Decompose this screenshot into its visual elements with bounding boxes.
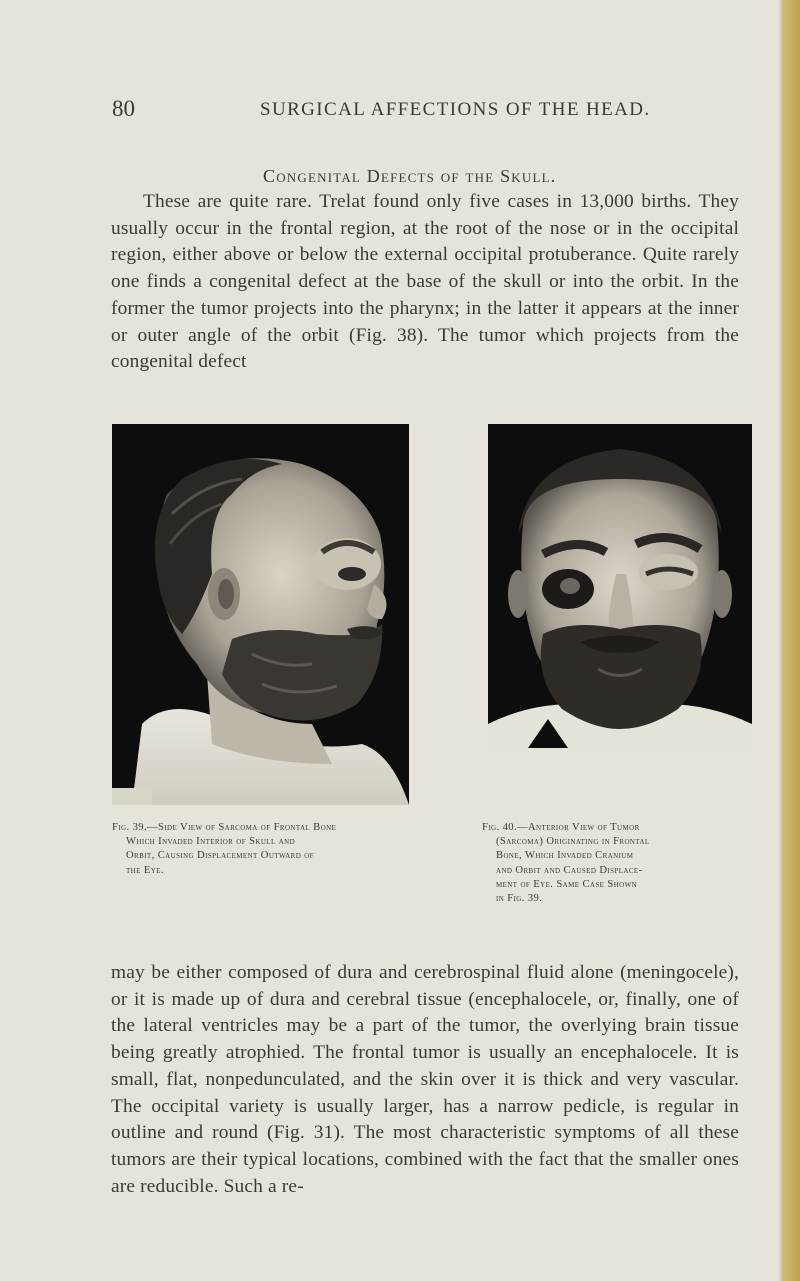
figure-39-caption xyxy=(112,821,416,878)
caption-line: the Eye. xyxy=(126,864,164,876)
page-edge xyxy=(782,0,800,1281)
caption-line: Bone, Which Invaded Cranium xyxy=(496,850,634,862)
front-view-portrait xyxy=(488,424,752,748)
side-view-portrait xyxy=(112,424,409,805)
figure-40-caption xyxy=(482,821,756,906)
page-number: 80 xyxy=(112,96,135,121)
caption-line: Which Invaded Interior of Skull and xyxy=(126,836,296,848)
running-head xyxy=(112,96,752,126)
running-title: SURGICAL AFFECTIONS OF THE HEAD. xyxy=(260,99,651,120)
caption-line: in Fig. 39. xyxy=(496,893,543,905)
caption-line: and Orbit and Caused Displace- xyxy=(496,864,643,876)
caption-line: ment of Eye. Same Case Shown xyxy=(496,878,638,890)
figure-39-photo xyxy=(112,424,409,805)
paragraph-continuation: may be either composed of dura and cerebrospinal fluid alone (meningocele), or it is made up of dura and cerebral tissue (encephalocele, or, finally, one of the lateral ventricles may be a part of the tumor, the overlying brain tissue being greatly atrophied. The frontal tumor is usually an encephalocele. It is small, flat, nonpedunculated, and the skin over it is thick and very vascular. The occipital variety is usually larger, has a narrow pedicle, is regular in outline and round (Fig. 31). The most characteristic symptoms of all these tumors are their typical locations, combined with the fact that the smaller ones are reducible. Such a re- xyxy=(111,962,739,1197)
caption-line: Orbit, Causing Displacement Outward of xyxy=(126,850,314,862)
paragraph-intro: These are quite rare. Trelat found only five cases in 13,000 births. They usually occur in the frontal region, at the root of the nose or in the occipital region, either above or below the external occipital protuberance. Quite rarely one finds a congenital defect at the base of the skull or into the orbit. In the former the tumor projects into the pharynx; in the latter it appears at the inner or outer angle of the orbit (Fig. 38). The tumor which projects from the congenital defect xyxy=(111,191,739,373)
caption-line: Fig. 39.—Side View of Sarcoma of Frontal Bone xyxy=(112,822,337,833)
figure-40-photo xyxy=(488,424,752,748)
caption-line: (Sarcoma) Originating in Frontal xyxy=(496,836,650,848)
section-heading: Congenital Defects of the Skull. xyxy=(263,166,557,186)
caption-line: Fig. 40.—Anterior View of Tumor xyxy=(482,822,640,833)
